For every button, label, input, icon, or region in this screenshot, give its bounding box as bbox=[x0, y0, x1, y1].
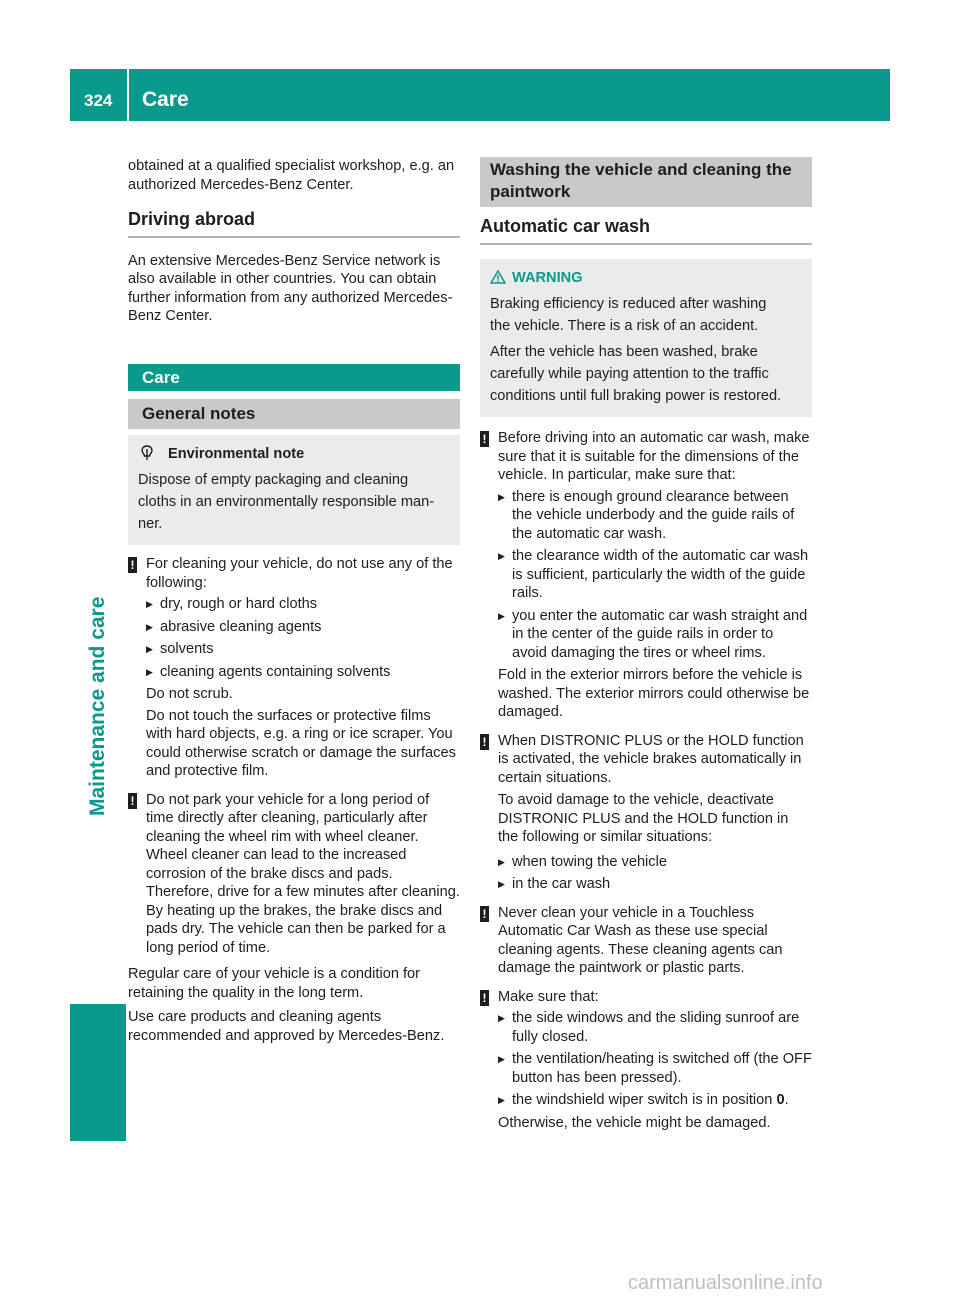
notice-after: Do not touch the surfaces or protective films with hard objects, e.g. a ring or ice scraper. You could otherwise scratch or damage the surfaces and protective film. bbox=[146, 707, 456, 779]
notice-parking bbox=[128, 791, 460, 958]
notice-distronic bbox=[480, 732, 812, 894]
warning-line: the vehicle. There is a risk of an accident. bbox=[490, 318, 759, 334]
chapter-label: Maintenance and care bbox=[86, 596, 109, 816]
page-header bbox=[70, 69, 890, 121]
intro-text: obtained at a qualified specialist workshop, e.g. an authorized Mercedes-Benz Center. bbox=[128, 158, 455, 193]
list-item: ▶ abrasive cleaning agents bbox=[146, 618, 460, 637]
lightbulb-icon bbox=[140, 445, 154, 461]
warning-triangle-icon bbox=[490, 270, 506, 284]
warning-line: Braking efficiency is reduced after washing bbox=[490, 296, 767, 312]
notice-bullets bbox=[498, 853, 812, 894]
list-item: ▶ when towing the vehicle bbox=[498, 853, 812, 872]
exclamation-icon: ! bbox=[480, 431, 489, 447]
list-item: ▶ solvents bbox=[146, 640, 460, 659]
environmental-note-heading: Environmental note bbox=[138, 445, 450, 464]
env-line: Dispose of empty packaging and cleaning bbox=[138, 472, 409, 488]
driving-abroad-text: An extensive Mercedes-Benz Service network is also available in other countries. You can obtain further information from any authorized Mercedes-Benz Center. bbox=[128, 252, 453, 324]
exclamation-icon: ! bbox=[480, 990, 489, 1006]
notice-text: Do not park your vehicle for a long period of time directly after cleaning, particularly after cleaning the wheel rim with wheel cleaner. Wheel cleaner can lead to the increased corrosion of the brake discs and pads. Therefore, drive for a few minutes after cleaning. By heating up the brakes, the brake discs and pads dry. The vehicle can then be parked for a long period of time. bbox=[146, 791, 460, 956]
exclamation-icon: ! bbox=[128, 793, 137, 809]
env-line: ner. bbox=[138, 516, 163, 532]
notice-car-wash bbox=[480, 429, 812, 722]
environmental-note-box bbox=[128, 435, 460, 546]
warning-line: conditions until full braking power is restored. bbox=[490, 388, 782, 404]
list-item: ▶ dry, rough or hard cloths bbox=[146, 595, 460, 614]
list-item: ▶ the windshield wiper switch is in position 0. bbox=[498, 1091, 812, 1110]
exclamation-icon: ! bbox=[480, 734, 489, 750]
list-item: ▶ in the car wash bbox=[498, 875, 812, 894]
left-column bbox=[128, 157, 460, 1051]
chapter-sidebar bbox=[70, 121, 126, 1258]
list-item: ▶ the ventilation/heating is switched off (the OFF button has been pressed). bbox=[498, 1050, 812, 1087]
page-number: 324 bbox=[84, 91, 113, 110]
warning-line: After the vehicle has been washed, brake bbox=[490, 344, 758, 360]
notice-touchless bbox=[480, 904, 812, 978]
notice-after: To avoid damage to the vehicle, deactivate DISTRONIC PLUS and the HOLD function in the following or similar situations: bbox=[498, 792, 789, 845]
driving-abroad-heading: Driving abroad bbox=[128, 210, 460, 238]
care-band: Care bbox=[128, 364, 460, 391]
list-item: ▶ you enter the automatic car wash straight and in the center of the guide rails in order to avoid damaging the tires or wheel rims. bbox=[498, 607, 812, 663]
right-column bbox=[480, 157, 812, 1132]
notice-text: Make sure that: bbox=[498, 988, 599, 1005]
notice-cleaning bbox=[128, 555, 460, 781]
notice-after: Fold in the exterior mirrors before the vehicle is washed. The exterior mirrors could otherwise be damaged. bbox=[498, 667, 810, 720]
notice-text: Never clean your vehicle in a Touchless Automatic Car Wash as these use special cleaning agents. These cleaning agents can damage the paintwork or plastic parts. bbox=[498, 904, 783, 976]
env-line: cloths in an environmentally responsible man- bbox=[138, 494, 435, 510]
paragraph: Use care products and cleaning agents recommended and approved by Mercedes-Benz. bbox=[128, 1009, 445, 1044]
notice-make-sure bbox=[480, 988, 812, 1133]
list-item: ▶ there is enough ground clearance between the vehicle underbody and the guide rails of the automatic car wash. bbox=[498, 488, 812, 544]
notice-text: For cleaning your vehicle, do not use any of the following: bbox=[146, 556, 453, 591]
notice-bullets bbox=[498, 1009, 812, 1110]
exclamation-icon: ! bbox=[480, 906, 489, 922]
notice-text: When DISTRONIC PLUS or the HOLD function is activated, the vehicle brakes automatically in certain situations. bbox=[498, 732, 804, 786]
warning-line: carefully while paying attention to the traffic bbox=[490, 366, 769, 382]
notice-text: Before driving into an automatic car wash, make sure that it is suitable for the dimensions of the vehicle. In particular, make sure that: bbox=[498, 430, 810, 483]
notice-bullets bbox=[498, 488, 812, 663]
list-item: ▶ the side windows and the sliding sunroof are fully closed. bbox=[498, 1009, 812, 1046]
list-item: ▶ the clearance width of the automatic car wash is sufficient, particularly the width of the guide rails. bbox=[498, 547, 812, 603]
list-item: ▶ cleaning agents containing solvents bbox=[146, 663, 460, 682]
page-title: Care bbox=[142, 88, 189, 111]
general-notes-band: General notes bbox=[128, 399, 460, 429]
paragraph: Regular care of your vehicle is a condition for retaining the quality in the long term. bbox=[128, 966, 421, 1001]
notice-bullets bbox=[146, 595, 460, 681]
warning-heading: WARNING bbox=[490, 269, 802, 288]
exclamation-icon: ! bbox=[128, 557, 137, 573]
notice-after: Do not scrub. bbox=[146, 686, 233, 702]
notice-after: Otherwise, the vehicle might be damaged. bbox=[498, 1114, 771, 1131]
watermark: carmanualsonline.info bbox=[628, 1272, 823, 1294]
header-divider bbox=[127, 69, 129, 121]
chapter-marker bbox=[70, 1004, 126, 1141]
washing-band: Washing the vehicle and cleaning the paintwork bbox=[480, 157, 812, 207]
auto-wash-heading: Automatic car wash bbox=[480, 217, 812, 245]
warning-box bbox=[480, 259, 812, 418]
